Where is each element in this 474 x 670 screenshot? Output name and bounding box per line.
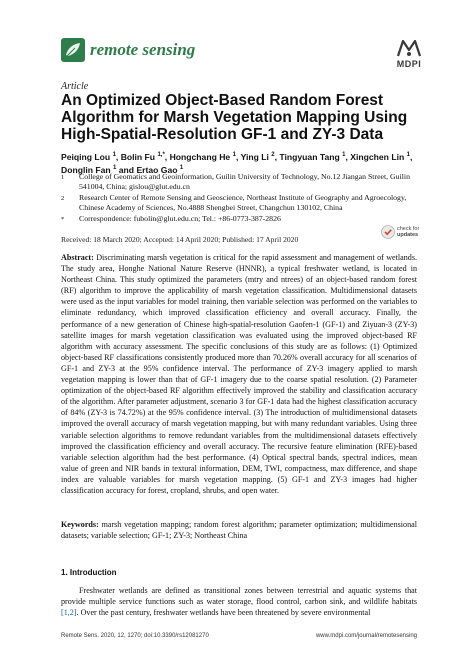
author-name[interactable]: Ying Li $^2$ <box>240 151 275 162</box>
journal-url[interactable]: www.mdpi.com/journal/remotesensing <box>315 633 417 639</box>
author-list: Peiqing Lou $^1$, Bolin Fu $^{1,*}$, Hongchang He $^1$, Ying Li $^2$, Tingyuan Tang $^1$, Xingchen Lin $^1$, Donglin Fan $^1$ and Ertao Gao $^1$ <box>61 151 413 175</box>
intro-text-continued: . Over the past century, freshwater wetlands have been threatened by severe environmental <box>76 608 371 618</box>
author-affiliation-mark: 1 <box>342 152 346 158</box>
intro-text: Freshwater wetlands are defined as transitional zones between terrestrial and aquatic systems that provide multiple service functions such as water storage, flood control, carbon sink, and wildlife habitats <box>61 586 417 607</box>
journal-header <box>61 38 422 70</box>
page-footer <box>61 633 417 639</box>
affiliation-text: College of Geomatics and Geoinformation, Guilin University of Technology, No.12 Jiangan Street, Guilin 541004, China; gislou@glut.edu.cn <box>79 172 410 191</box>
affiliations <box>61 172 421 226</box>
section-title-introduction: 1. Introduction <box>61 568 117 577</box>
author-affiliation-mark: 1 <box>113 164 117 171</box>
keywords <box>61 519 417 541</box>
leaf-icon <box>61 38 85 62</box>
updates-line-1: check for <box>397 226 420 232</box>
check-for-updates-badge[interactable] <box>381 225 419 239</box>
author-affiliation-mark: 1 <box>232 152 236 158</box>
author-name[interactable]: Xingchen Lin $^1$ <box>350 151 410 162</box>
author-affiliation-mark: 1 <box>179 164 184 171</box>
publication-dates: Received: 18 March 2020; Accepted: 14 April 2020; Published: 17 April 2020 <box>61 235 299 244</box>
affiliation-mark: * <box>61 216 65 223</box>
author-name[interactable]: Peiqing Lou $^1$ <box>61 151 116 162</box>
correspondence <box>61 214 421 225</box>
author-affiliation-mark: 1,* <box>157 152 165 158</box>
affiliation-mark: 2 <box>61 195 65 202</box>
affiliation-mark: 1 <box>61 174 65 181</box>
introduction-paragraph <box>61 585 417 618</box>
check-updates-icon <box>381 225 395 239</box>
mdpi-logo-icon <box>396 38 422 58</box>
author-affiliation-mark: 2 <box>271 152 275 158</box>
affiliation-1 <box>61 172 421 192</box>
correspondence-text: Correspondence: fubolin@glut.edu.cn; Tel.: +86-0773-387-2826 <box>79 214 281 223</box>
article-type: Article <box>61 81 89 92</box>
abstract <box>61 252 417 496</box>
author-name[interactable]: Ertao Gao $^1$ <box>136 164 184 175</box>
author-name[interactable]: Tingyuan Tang $^1$ <box>279 151 346 162</box>
author-name[interactable]: Bolin Fu $^{1,*}$ <box>120 151 165 162</box>
abstract-text: Discriminating marsh vegetation is critical for the rapid assessment and management of wetlands. The study area, Honghe National Nature Reserve (HNNR), a typical freshwater wetland, is located in Northeast China. This study optimized the parameters (mtry and ntrees) of an object-based random forest (RF) algorithm to improve the applicability of marsh vegetation classification. Multidimensional datasets were used as the input variables for model training, then variable selection was performed on the variables to eliminate redundancy, which improved classification efficiency and overall accuracy. Finally, the performance of a new generation of Chinese high-spatial-resolution Gaofen-1 (GF-1) and Ziyuan-3 (ZY-3) satellite images for marsh vegetation classification was evaluated using the improved object-based RF algorithm with accuracy assessment. The specific conclusions of this study are as follows: (1) Optimized object-based RF classifications consistently produced more than 70.26% overall accuracy for all scenarios of GF-1 and ZY-3 at the 95% confidence interval. The performance of ZY-3 imagery applied to marsh vegetation mapping is lower than that of GF-1 imagery due to the coarse spatial resolution. (2) Parameter optimization of the object-based RF algorithm effectively improved the stability and classification accuracy of the algorithm. After parameter adjustment, scenario 3 for GF-1 data had the highest classification accuracy of 84% (ZY-3 is 74.72%) at the 95% confidence interval. (3) The introduction of multidimensional datasets improved the overall accuracy of marsh vegetation mapping, but with many redundant variables. Using three variable selection algorithms to remove redundant variables from the multidimensional datasets effectively improved the classification efficiency and overall accuracy. The recursive feature elimination (RFE)-based variable selection algorithm had the best performance. (4) Optical spectral bands, spectral indices, mean value of green and NIR bands in textural information, DEM, TWI, compactness, max difference, and shape index are valuable variables for marsh vegetation mapping. (5) GF-1 and ZY-3 images had higher classification accuracy for forest, cropland, shrubs, and open water. <box>61 253 417 495</box>
author-affiliation-mark: 1 <box>112 152 116 158</box>
author-name[interactable]: Hongchang He $^1$ <box>169 151 236 162</box>
affiliation-2 <box>61 193 421 213</box>
publisher-logo[interactable] <box>396 38 422 69</box>
citation: Remote Sens. 2020, 12, 1270; doi:10.3390/rs12081270 <box>61 633 209 639</box>
affiliation-text: Research Center of Remote Sensing and Geoscience, Northeast Institute of Geography and Agroecology, Chinese Academy of Sciences, No.4888 Shengbei Street, Changchun 130102, China <box>79 193 407 212</box>
keywords-text: marsh vegetation mapping; random forest algorithm; parameter optimization; multidimensional datasets; variable selection; GF-1; ZY-3; Northeast China <box>61 520 417 541</box>
reference-link[interactable]: [1,2] <box>61 608 77 618</box>
publisher-name: MDPI <box>396 59 422 69</box>
updates-line-2: updates <box>397 232 419 238</box>
journal-logo[interactable] <box>61 38 195 62</box>
author-name[interactable]: Donglin Fan $^1$ <box>61 164 117 175</box>
article-title: An Optimized Object-Based Random Forest Algorithm for Marsh Vegetation Mapping Using High-Spatial-Resolution GF-1 and ZY-3 Data <box>61 92 408 143</box>
journal-name: remote sensing <box>90 40 196 59</box>
abstract-label: Abstract: <box>61 253 94 262</box>
keywords-label: Keywords: <box>61 520 99 529</box>
author-affiliation-mark: 1 <box>406 152 410 158</box>
